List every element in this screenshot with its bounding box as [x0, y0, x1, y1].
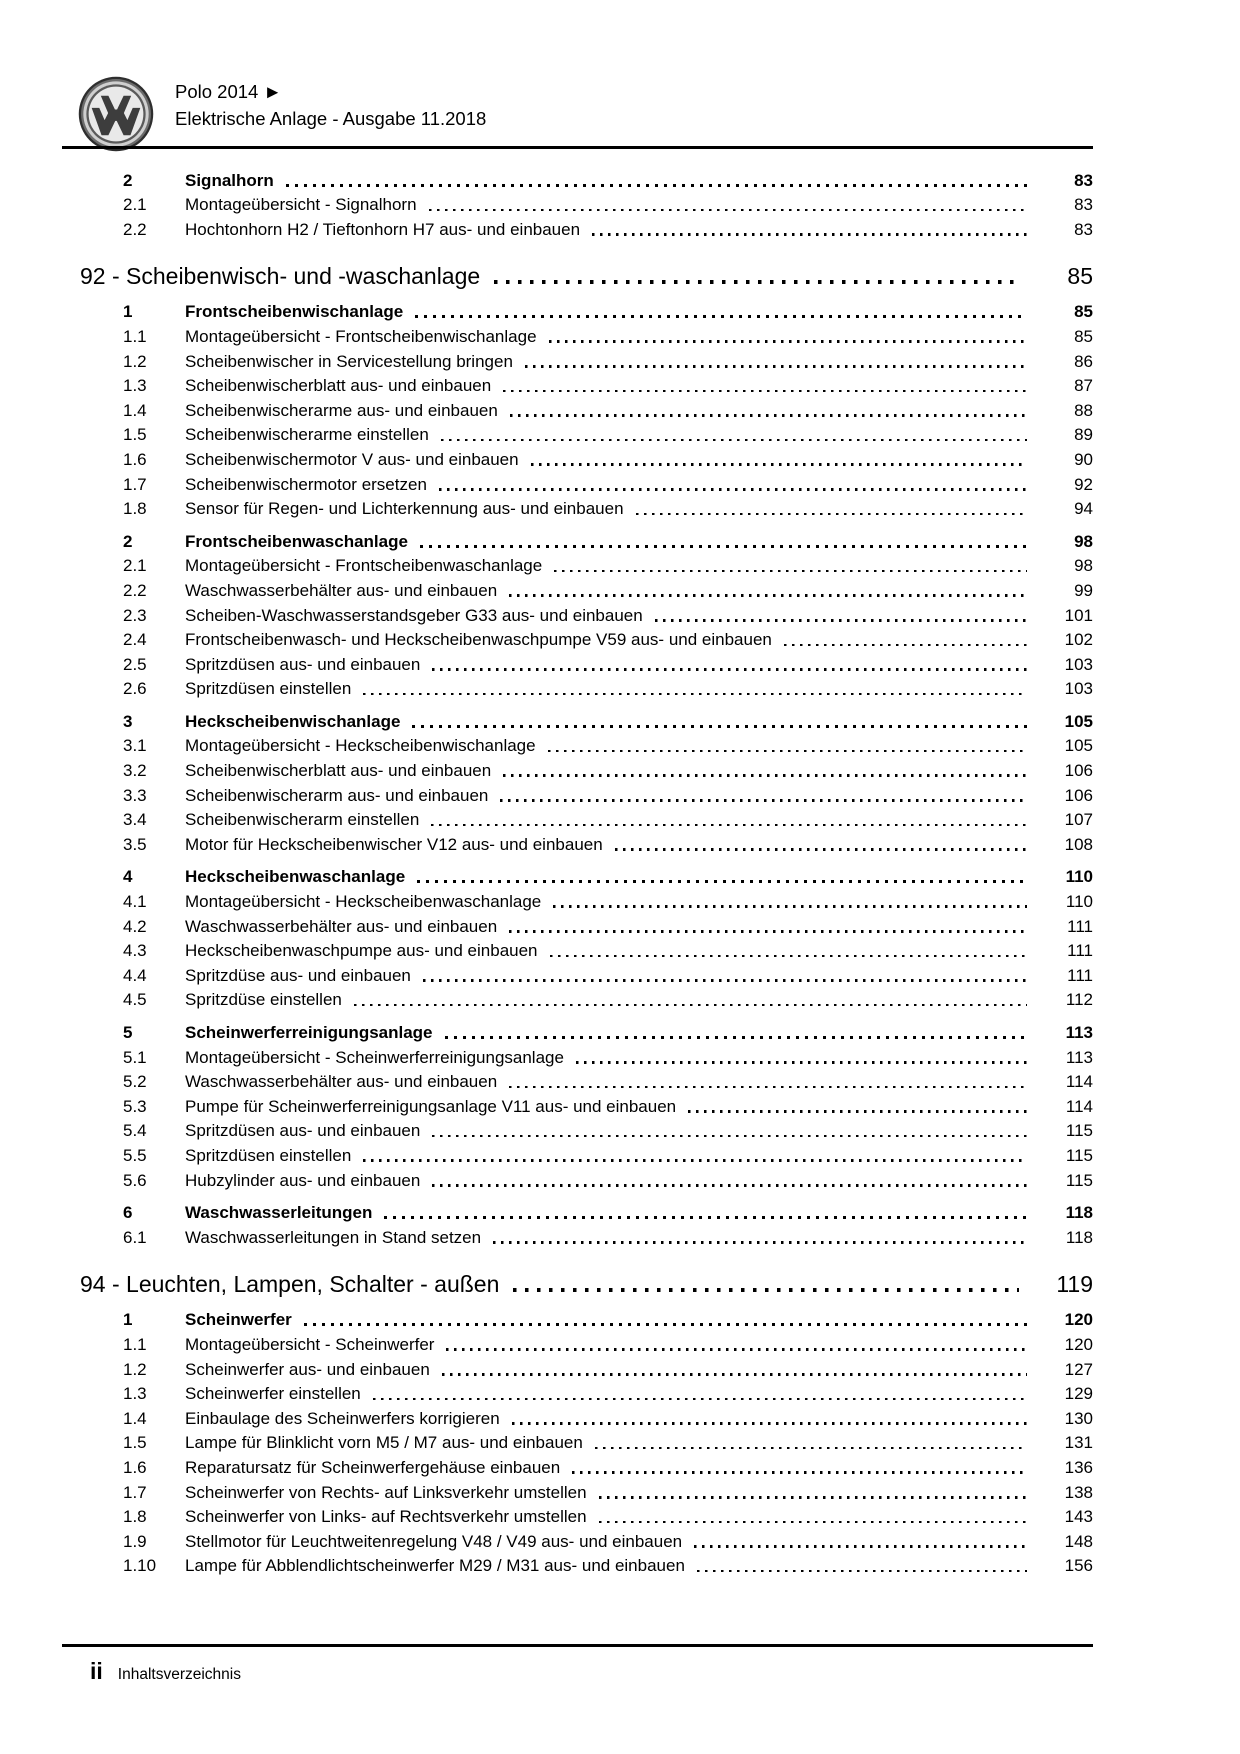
page-header	[62, 74, 1093, 148]
toc-entry-page: 98	[1074, 556, 1093, 576]
toc-entry-row	[62, 1380, 1093, 1405]
dot-leader	[493, 1241, 1027, 1244]
toc-entry-title: 94 - Leuchten, Lampen, Schalter - außen	[80, 1270, 500, 1297]
toc-entry-number: 4.1	[123, 892, 147, 912]
toc-entry-title: Spritzdüse aus- und einbauen	[185, 965, 411, 985]
dot-leader	[500, 799, 1027, 802]
toc-entry-row	[62, 1223, 1093, 1248]
toc-entry-row	[62, 470, 1093, 495]
page-footer	[62, 1658, 1093, 1685]
toc-entry-page: 86	[1074, 351, 1093, 371]
toc-entry-title: Montageübersicht - Heckscheibenwaschanlage	[185, 892, 542, 912]
toc-entry-page: 85	[1074, 326, 1093, 346]
toc-entry-title: Frontscheibenwaschanlage	[185, 531, 408, 551]
dot-leader	[441, 439, 1027, 442]
toc-entry-number: 1.2	[123, 1359, 147, 1379]
toc-entry-page: 101	[1064, 605, 1093, 625]
dot-leader	[615, 848, 1027, 851]
toc-entry-title: Scheibenwischermotor ersetzen	[185, 474, 427, 494]
toc-entry-title: Lampe für Abblendlichtscheinwerfer M29 / M31 aus- und einbauen	[185, 1556, 685, 1576]
dot-leader	[423, 979, 1027, 982]
table-of-contents	[62, 158, 1093, 1576]
toc-entry-row	[62, 1478, 1093, 1503]
toc-entry-page: 98	[1074, 531, 1093, 551]
toc-entry-title: Scheibenwischerarme einstellen	[185, 425, 429, 445]
toc-entry-row	[62, 1453, 1093, 1478]
toc-entry-number: 5.2	[123, 1072, 147, 1092]
toc-entry-page: 129	[1064, 1384, 1093, 1404]
toc-entry-title: Frontscheibenwischanlage	[185, 302, 404, 322]
dot-leader	[442, 1373, 1027, 1376]
toc-entry-row	[62, 445, 1093, 470]
toc-entry-page: 92	[1074, 474, 1093, 494]
toc-entry-title: Stellmotor für Leuchtweitenregelung V48 / V49 aus- und einbauen	[185, 1531, 683, 1551]
toc-entry-page: 138	[1064, 1482, 1093, 1502]
toc-entry-title: Spritzdüse einstellen	[185, 990, 342, 1010]
toc-entry-title: 92 - Scheibenwisch- und -waschanlage	[80, 262, 481, 289]
dot-leader	[509, 1086, 1027, 1089]
toc-entry-number: 5.3	[123, 1096, 147, 1116]
toc-entry-page: 87	[1074, 376, 1093, 396]
toc-entry-row	[62, 347, 1093, 372]
dot-leader	[550, 955, 1027, 958]
toc-entry-page: 108	[1064, 834, 1093, 854]
toc-entry-number: 5.4	[123, 1121, 147, 1141]
dot-leader	[431, 824, 1027, 827]
toc-entry-page: 131	[1064, 1433, 1093, 1453]
dot-leader	[513, 1288, 1019, 1292]
toc-entry-number: 3.1	[123, 736, 147, 756]
toc-entry-number: 1.5	[123, 425, 147, 445]
toc-entry-row	[62, 863, 1093, 888]
dot-leader	[412, 725, 1027, 728]
dot-leader	[415, 315, 1027, 318]
toc-entry-row	[62, 675, 1093, 700]
toc-entry-page: 127	[1064, 1359, 1093, 1379]
toc-entry-page: 115	[1065, 1170, 1093, 1190]
dot-leader	[420, 545, 1027, 548]
toc-entry-row	[62, 1429, 1093, 1454]
toc-entry-title: Scheibenwischerblatt aus- und einbauen	[185, 376, 492, 396]
toc-entry-row	[62, 495, 1093, 520]
toc-entry-page: 112	[1065, 990, 1093, 1010]
toc-entry-page: 148	[1064, 1531, 1093, 1551]
toc-entry-row	[62, 1141, 1093, 1166]
toc-entry-row	[62, 806, 1093, 831]
toc-entry-title: Einbaulage des Scheinwerfers korrigieren	[185, 1408, 500, 1428]
toc-entry-row	[62, 781, 1093, 806]
toc-entry-row	[62, 912, 1093, 937]
toc-chapter-row	[62, 1265, 1093, 1298]
toc-entry-title: Montageübersicht - Scheinwerfer	[185, 1334, 435, 1354]
toc-entry-row	[62, 1043, 1093, 1068]
toc-entry-number: 6.1	[123, 1227, 147, 1247]
toc-entry-row	[62, 1199, 1093, 1224]
toc-entry-title: Montageübersicht - Signalhorn	[185, 195, 417, 215]
toc-entry-row	[62, 986, 1093, 1011]
toc-entry-number: 2	[123, 170, 133, 190]
toc-entry-page: 120	[1064, 1310, 1093, 1330]
toc-entry-row	[62, 1092, 1093, 1117]
toc-entry-page: 156	[1064, 1556, 1093, 1576]
toc-entry-row	[62, 1355, 1093, 1380]
toc-entry-title: Motor für Heckscheibenwischer V12 aus- und einbauen	[185, 834, 603, 854]
toc-entry-number: 2.2	[123, 580, 147, 600]
toc-entry-number: 1.1	[123, 1334, 147, 1354]
toc-entry-row	[62, 887, 1093, 912]
toc-entry-page: 106	[1064, 761, 1093, 781]
toc-entry-title: Montageübersicht - Frontscheibenwischanlage	[185, 326, 537, 346]
dot-leader	[525, 365, 1027, 368]
toc-entry-page: 118	[1065, 1227, 1093, 1247]
toc-entry-title: Frontscheibenwasch- und Heckscheibenwaschpumpe V59 aus- und einbauen	[185, 630, 772, 650]
toc-entry-title: Waschwasserbehälter aus- und einbauen	[185, 916, 498, 936]
toc-entry-page: 111	[1067, 916, 1093, 936]
toc-entry-page: 85	[1074, 302, 1093, 322]
toc-entry-title: Scheibenwischerblatt aus- und einbauen	[185, 761, 492, 781]
dot-leader	[503, 774, 1027, 777]
toc-entry-number: 1.2	[123, 351, 147, 371]
toc-entry-title: Signalhorn	[185, 170, 274, 190]
toc-entry-title: Heckscheibenwaschpumpe aus- und einbauen	[185, 941, 538, 961]
toc-entry-page: 83	[1074, 219, 1093, 239]
toc-entry-title: Spritzdüsen einstellen	[185, 1145, 352, 1165]
toc-entry-title: Waschwasserbehälter aus- und einbauen	[185, 1072, 498, 1092]
toc-entry-title: Scheinwerferreinigungsanlage	[185, 1023, 433, 1042]
toc-entry-number: 1.7	[123, 474, 147, 494]
dot-leader	[510, 414, 1027, 417]
dot-leader	[576, 1061, 1027, 1064]
toc-entry-number: 1.6	[123, 1457, 147, 1477]
toc-entry-row	[62, 191, 1093, 216]
toc-entry-title: Heckscheibenwischanlage	[185, 711, 401, 731]
dot-leader	[599, 1496, 1027, 1499]
toc-entry-number: 5.6	[123, 1170, 147, 1190]
toc-entry-title: Spritzdüsen aus- und einbauen	[185, 1121, 421, 1141]
dot-leader	[572, 1471, 1027, 1474]
dot-leader	[688, 1110, 1027, 1113]
toc-entry-number: 1.1	[123, 326, 147, 346]
toc-entry-number: 3.2	[123, 761, 147, 781]
toc-entry-row	[62, 1404, 1093, 1429]
toc-entry-number: 5	[123, 1023, 133, 1042]
toc-entry-page: 99	[1074, 580, 1093, 600]
toc-chapter-row	[62, 257, 1093, 290]
toc-entry-title: Hubzylinder aus- und einbauen	[185, 1170, 421, 1190]
toc-entry-page: 90	[1074, 449, 1093, 469]
toc-entry-row	[62, 1018, 1093, 1043]
toc-entry-page: 103	[1064, 679, 1093, 699]
header-divider	[62, 146, 1093, 149]
toc-entry-number: 1.7	[123, 1482, 147, 1502]
toc-entry-number: 2.6	[123, 679, 147, 699]
toc-entry-row	[62, 626, 1093, 651]
toc-entry-title: Waschwasserleitungen in Stand setzen	[185, 1227, 482, 1247]
toc-entry-title: Spritzdüsen einstellen	[185, 679, 352, 699]
dot-leader	[446, 1348, 1027, 1351]
toc-entry-page: 85	[1067, 262, 1093, 289]
footer-section-label: Inhaltsverzeichnis	[117, 1666, 241, 1683]
toc-entry-number: 1.4	[123, 400, 147, 420]
dot-leader	[595, 1447, 1027, 1450]
toc-entry-row	[62, 1552, 1093, 1577]
dot-leader	[429, 209, 1027, 212]
dot-leader	[549, 340, 1027, 343]
toc-entry-number: 4.5	[123, 990, 147, 1010]
toc-entry-page: 113	[1065, 1047, 1093, 1067]
toc-entry-row	[62, 166, 1093, 191]
dot-leader	[432, 1135, 1027, 1138]
toc-entry-title: Scheinwerfer aus- und einbauen	[185, 1359, 430, 1379]
toc-entry-page: 130	[1064, 1408, 1093, 1428]
dot-leader	[304, 1323, 1027, 1326]
dot-leader	[432, 668, 1027, 671]
toc-entry-page: 115	[1065, 1145, 1093, 1165]
toc-entry-page: 89	[1074, 425, 1093, 445]
toc-entry-number: 1.8	[123, 1507, 147, 1527]
toc-entry-number: 2.2	[123, 219, 147, 239]
toc-entry-page: 102	[1064, 630, 1093, 650]
toc-entry-row	[62, 1527, 1093, 1552]
toc-entry-number: 1.6	[123, 449, 147, 469]
toc-entry-title: Scheinwerfer	[185, 1310, 292, 1330]
dot-leader	[548, 750, 1027, 753]
toc-entry-title: Scheinwerfer von Links- auf Rechtsverkehr umstellen	[185, 1507, 587, 1527]
dot-leader	[363, 693, 1027, 696]
toc-entry-title: Montageübersicht - Heckscheibenwischanlage	[185, 736, 536, 756]
toc-entry-number: 4	[123, 867, 133, 887]
toc-entry-page: 136	[1064, 1457, 1093, 1477]
toc-entry-number: 2	[123, 531, 133, 551]
toc-entry-row	[62, 396, 1093, 421]
toc-entry-row	[62, 552, 1093, 577]
dot-leader	[503, 390, 1027, 393]
toc-entry-page: 105	[1064, 711, 1093, 731]
dot-leader	[509, 930, 1027, 933]
header-edition-line: Elektrische Anlage - Ausgabe 11.2018	[175, 108, 487, 129]
toc-entry-number: 1.4	[123, 1408, 147, 1428]
dot-leader	[553, 905, 1027, 908]
toc-entry-number: 1.3	[123, 376, 147, 396]
toc-entry-page: 118	[1065, 1203, 1093, 1223]
toc-entry-page: 120	[1064, 1334, 1093, 1354]
dot-leader	[354, 1004, 1027, 1007]
toc-entry-row	[62, 421, 1093, 446]
dot-leader	[286, 184, 1027, 187]
toc-entry-number: 2.5	[123, 654, 147, 674]
dot-leader	[417, 880, 1027, 883]
toc-entry-page: 111	[1067, 941, 1093, 961]
toc-entry-title: Lampe für Blinklicht vorn M5 / M7 aus- und einbauen	[185, 1433, 583, 1453]
toc-entry-title: Pumpe für Scheinwerferreinigungsanlage V11 aus- und einbauen	[185, 1096, 677, 1116]
toc-entry-number: 4.4	[123, 965, 147, 985]
toc-entry-row	[62, 1306, 1093, 1331]
dot-leader	[554, 570, 1027, 573]
toc-entry-number: 3	[123, 711, 133, 731]
toc-entry-title: Sensor für Regen- und Lichterkennung aus- und einbauen	[185, 499, 624, 519]
toc-entry-title: Scheinwerfer einstellen	[185, 1384, 361, 1404]
dot-leader	[599, 1521, 1027, 1524]
dot-leader	[531, 463, 1027, 466]
toc-entry-number: 1	[123, 1310, 133, 1330]
dot-leader	[655, 619, 1027, 622]
dot-leader	[439, 488, 1027, 491]
dot-leader	[363, 1159, 1027, 1162]
toc-entry-page: 114	[1065, 1072, 1093, 1092]
toc-entry-page: 113	[1065, 1023, 1093, 1042]
dot-leader	[694, 1545, 1027, 1548]
toc-entry-title: Scheibenwischer in Servicestellung bringen	[185, 351, 513, 371]
toc-entry-row	[62, 601, 1093, 626]
dot-leader	[592, 233, 1027, 236]
toc-entry-number: 1.5	[123, 1433, 147, 1453]
toc-entry-number: 1.10	[123, 1556, 157, 1576]
toc-entry-row	[62, 756, 1093, 781]
dot-leader	[509, 594, 1027, 597]
toc-entry-number: 5.1	[123, 1047, 147, 1067]
toc-entry-row	[62, 650, 1093, 675]
dot-leader	[636, 513, 1027, 516]
toc-entry-page: 103	[1064, 654, 1093, 674]
toc-entry-number: 5.5	[123, 1145, 147, 1165]
toc-entry-row	[62, 707, 1093, 732]
dot-leader	[512, 1422, 1027, 1425]
toc-entry-number: 1	[123, 302, 133, 322]
toc-entry-row	[62, 1117, 1093, 1142]
toc-entry-page: 107	[1064, 810, 1093, 830]
toc-entry-number: 2.4	[123, 630, 147, 650]
toc-entry-row	[62, 1503, 1093, 1528]
toc-entry-page: 94	[1074, 499, 1093, 519]
toc-entry-page: 106	[1064, 785, 1093, 805]
toc-entry-number: 2.1	[123, 556, 147, 576]
toc-entry-number: 1.3	[123, 1384, 147, 1404]
toc-entry-number: 4.2	[123, 916, 147, 936]
toc-entry-title: Hochtonhorn H2 / Tieftonhorn H7 aus- und einbauen	[185, 219, 581, 239]
toc-entry-number: 3.3	[123, 785, 147, 805]
toc-entry-row	[62, 830, 1093, 855]
toc-entry-page: 83	[1074, 195, 1093, 215]
toc-entry-page: 119	[1056, 1270, 1093, 1297]
toc-entry-page: 111	[1067, 965, 1093, 985]
toc-entry-page: 143	[1064, 1507, 1093, 1527]
toc-entry-title: Montageübersicht - Frontscheibenwaschanlage	[185, 556, 543, 576]
toc-entry-row	[62, 1166, 1093, 1191]
toc-entry-title: Scheibenwischermotor V aus- und einbauen	[185, 449, 519, 469]
toc-entry-number: 1.8	[123, 499, 147, 519]
dot-leader	[494, 280, 1019, 284]
toc-entry-page: 115	[1065, 1121, 1093, 1141]
toc-entry-page: 114	[1065, 1096, 1093, 1116]
toc-entry-row	[62, 1330, 1093, 1355]
toc-entry-row	[62, 215, 1093, 240]
toc-entry-row	[62, 372, 1093, 397]
toc-entry-number: 2.3	[123, 605, 147, 625]
dot-leader	[432, 1184, 1027, 1187]
toc-entry-title: Scheibenwischerarm einstellen	[185, 810, 420, 830]
toc-entry-number: 6	[123, 1203, 133, 1223]
toc-entry-row	[62, 322, 1093, 347]
toc-entry-row	[62, 732, 1093, 757]
dot-leader	[784, 644, 1027, 647]
header-model-line: Polo 2014 ►	[175, 81, 282, 102]
toc-entry-title: Heckscheibenwaschanlage	[185, 867, 406, 887]
footer-divider	[62, 1644, 1093, 1647]
toc-entry-row	[62, 961, 1093, 986]
dot-leader	[697, 1570, 1027, 1573]
toc-entry-number: 2.1	[123, 195, 147, 215]
dot-leader	[445, 1036, 1027, 1039]
toc-entry-row	[62, 527, 1093, 552]
toc-entry-title: Scheinwerfer von Rechts- auf Linksverkehr umstellen	[185, 1482, 587, 1502]
toc-entry-number: 3.5	[123, 834, 147, 854]
footer-page-number: ii	[90, 1658, 103, 1684]
toc-entry-title: Scheibenwischerarm aus- und einbauen	[185, 785, 489, 805]
toc-entry-title: Spritzdüsen aus- und einbauen	[185, 654, 421, 674]
toc-entry-title: Waschwasserbehälter aus- und einbauen	[185, 580, 498, 600]
toc-entry-title: Scheiben-Waschwasserstandsgeber G33 aus- und einbauen	[185, 605, 643, 625]
toc-entry-number: 3.4	[123, 810, 147, 830]
vw-logo-icon	[78, 76, 154, 152]
toc-entry-title: Reparatursatz für Scheinwerfergehäuse einbauen	[185, 1457, 561, 1477]
toc-entry-row	[62, 298, 1093, 323]
dot-leader	[384, 1216, 1027, 1219]
toc-entry-row	[62, 937, 1093, 962]
toc-entry-title: Montageübersicht - Scheinwerferreinigungsanlage	[185, 1047, 564, 1067]
dot-leader	[373, 1398, 1027, 1401]
toc-entry-page: 105	[1064, 736, 1093, 756]
toc-entry-row	[62, 1068, 1093, 1093]
toc-entry-page: 88	[1074, 400, 1093, 420]
toc-entry-title: Waschwasserleitungen	[185, 1203, 373, 1223]
toc-entry-page: 110	[1065, 867, 1093, 887]
toc-entry-title: Scheibenwischerarme aus- und einbauen	[185, 400, 498, 420]
toc-entry-row	[62, 576, 1093, 601]
toc-entry-number: 4.3	[123, 941, 147, 961]
toc-entry-page: 110	[1065, 892, 1093, 912]
toc-entry-number: 1.9	[123, 1531, 147, 1551]
toc-entry-page: 83	[1074, 170, 1093, 190]
